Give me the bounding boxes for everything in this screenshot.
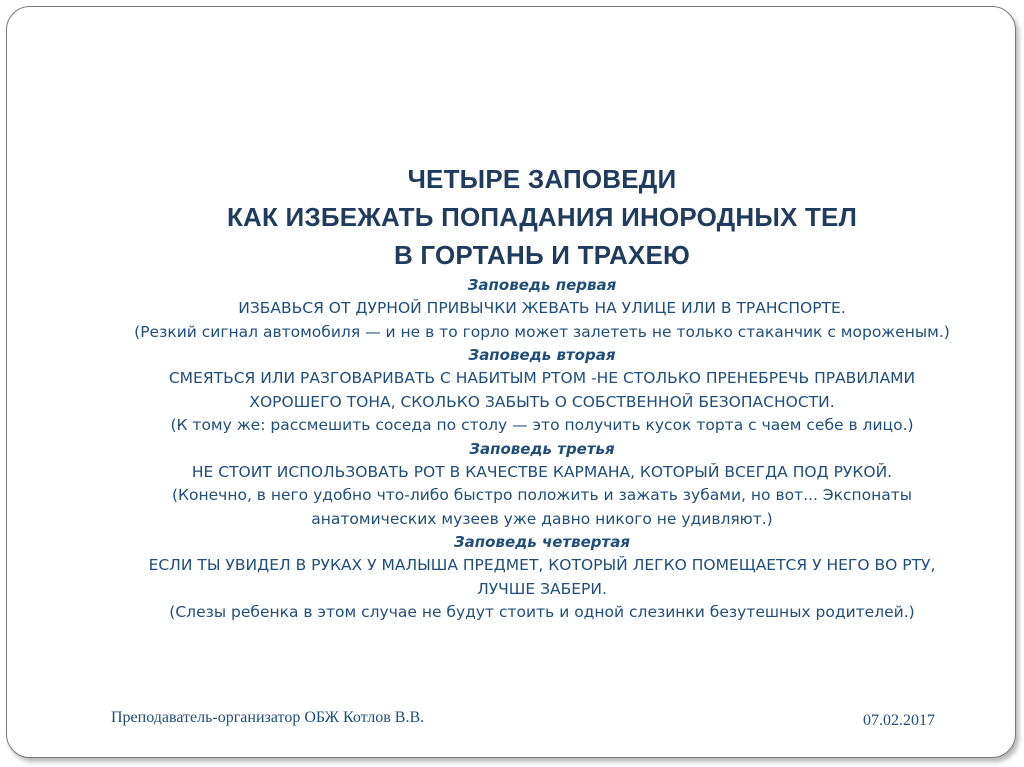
commandment-4-heading: Заповедь четвертая [454, 533, 630, 551]
commandment-3-line-3: анатомических музеев уже давно никого не удивляют.) [311, 509, 773, 528]
footer-date: 07.02.2017 [863, 712, 935, 729]
commandment-2-line-1: СМЕЯТЬСЯ ИЛИ РАЗГОВАРИВАТЬ С НАБИТЫМ РТОМ -НЕ СТОЛЬКО ПРЕНЕБРЕЧЬ ПРАВИЛАМИ [168, 369, 916, 387]
commandment-2-line-2: ХОРОШЕГО ТОНА, СКОЛЬКО ЗАБЫТЬ О СОБСТВЕННОЙ БЕЗОПАСНОСТИ. [249, 392, 835, 411]
slide-title-line-2: КАК ИЗБЕЖАТЬ ПОПАДАНИЯ ИНОРОДНЫХ ТЕЛ [226, 202, 858, 232]
commandment-4-line-1: ЕСЛИ ТЫ УВИДЕЛ В РУКАХ У МАЛЫША ПРЕДМЕТ, КОТОРЫЙ ЛЕГКО ПОМЕЩАЕТСЯ У НЕГО ВО РТУ, [148, 556, 936, 574]
commandment-3-heading: Заповедь третья [469, 439, 615, 458]
commandment-3 [60, 438, 1024, 532]
commandment-3-line-1: НЕ СТОИТ ИСПОЛЬЗОВАТЬ РОТ В КАЧЕСТВЕ КАРМАНА, КОТОРЫЙ ВСЕГДА ПОД РУКОЙ. [191, 462, 893, 481]
commandment-4-line-3: (Слезы ребенка в этом случае не будут стоить и одной слезинки безутешных родителей.) [169, 603, 915, 621]
footer-author: Преподаватель-организатор ОБЖ Котлов В.В. [111, 709, 425, 726]
commandment-3-line-2: (Конечно, в него удобно что-либо быстро положить и зажать зубами, но вот... Экспонаты [171, 486, 913, 504]
slide-title-line-1: ЧЕТЫРЕ ЗАПОВЕДИ [407, 164, 677, 194]
commandment-1-line-2: (Резкий сигнал автомобиля — и не в то горло может залететь не только стаканчик с мороженым.) [134, 322, 950, 341]
commandment-1-heading: Заповедь первая [467, 276, 617, 294]
slide-content [60, 160, 1024, 625]
commandment-1-line-1: ИЗБАВЬСЯ ОТ ДУРНОЙ ПРИВЫЧКИ ЖЕВАТЬ НА УЛИЦЕ ИЛИ В ТРАНСПОРТЕ. [238, 299, 846, 317]
commandment-2-heading: Заповедь вторая [468, 346, 616, 364]
commandment-2-line-3: (К тому же: рассмешить соседа по столу — это получить кусок торта с чаем себе в лицо.) [170, 416, 914, 434]
commandment-4 [60, 531, 1024, 625]
commandment-2 [60, 344, 1024, 438]
slide-title-line-3: В ГОРТАНЬ И ТРАХЕЮ [393, 240, 691, 270]
commandment-4-line-2: ЛУЧШЕ ЗАБЕРИ. [477, 579, 607, 598]
commandment-1 [60, 274, 1024, 344]
